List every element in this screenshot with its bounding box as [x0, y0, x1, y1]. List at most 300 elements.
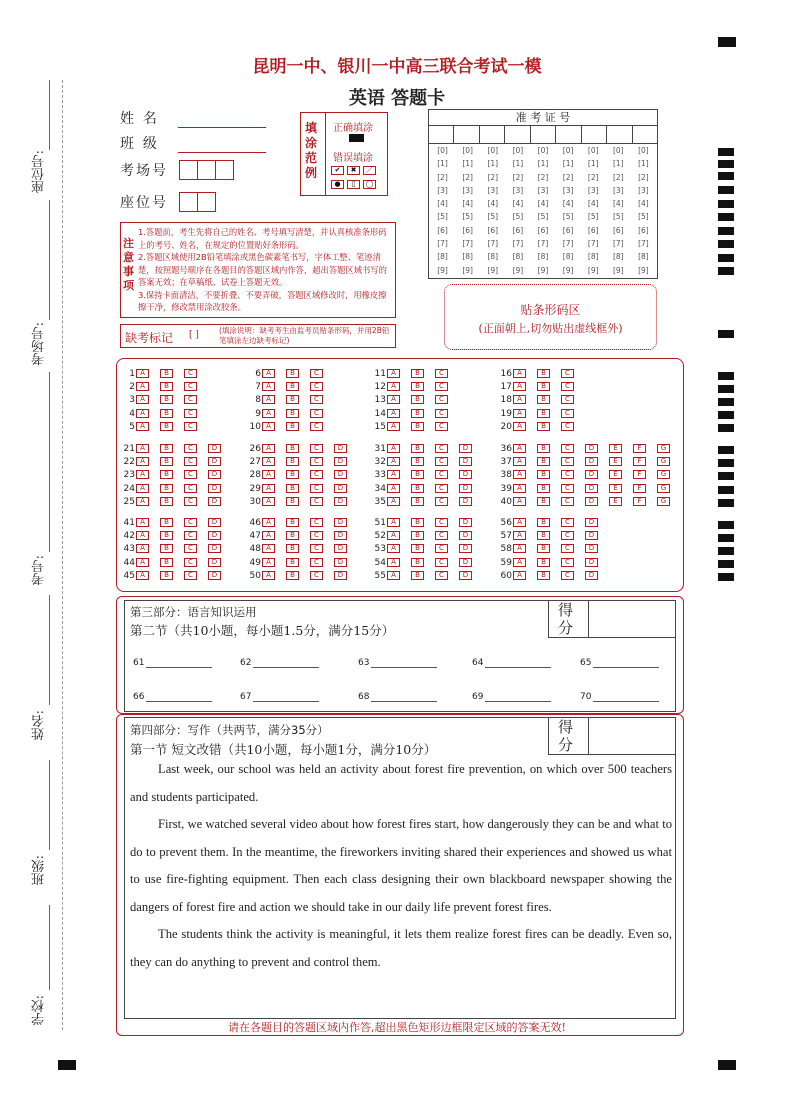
answer-bubble[interactable]: D: [585, 457, 598, 466]
answer-bubble[interactable]: B: [286, 470, 299, 479]
answer-bubble[interactable]: C: [435, 457, 448, 466]
answer-bubble[interactable]: B: [160, 422, 173, 431]
answer-bubble[interactable]: A: [136, 544, 149, 553]
answer-bubble[interactable]: D: [334, 531, 347, 540]
answer-bubble[interactable]: C: [435, 531, 448, 540]
answer-bubble[interactable]: B: [411, 457, 424, 466]
blank-line[interactable]: [253, 692, 319, 702]
answer-bubble[interactable]: D: [208, 571, 221, 580]
answer-bubble[interactable]: B: [286, 422, 299, 431]
answer-bubble[interactable]: B: [411, 518, 424, 527]
admission-digit-bubble[interactable]: [9]: [638, 265, 649, 275]
answer-bubble[interactable]: A: [387, 369, 400, 378]
admission-digit-bubble[interactable]: [0]: [587, 146, 599, 155]
admission-digit-bubble[interactable]: [1]: [437, 159, 448, 169]
answer-bubble[interactable]: F: [633, 470, 646, 479]
answer-bubble[interactable]: B: [411, 544, 424, 553]
admission-digit-bubble[interactable]: [0]: [638, 146, 649, 155]
answer-bubble[interactable]: D: [585, 531, 598, 540]
answer-bubble[interactable]: C: [435, 369, 448, 378]
answer-bubble[interactable]: B: [286, 558, 299, 567]
admission-digit-column[interactable]: [430, 144, 455, 278]
admission-digit-bubble[interactable]: [9]: [562, 265, 574, 275]
blank-line[interactable]: [253, 658, 319, 668]
blank-line[interactable]: [485, 692, 551, 702]
answer-bubble[interactable]: C: [184, 470, 197, 479]
admission-digit-bubble[interactable]: [7]: [537, 239, 549, 249]
answer-bubble[interactable]: E: [609, 457, 622, 466]
admission-digit-bubble[interactable]: [2]: [437, 172, 448, 182]
answer-bubble[interactable]: A: [262, 470, 275, 479]
admission-digit-bubble[interactable]: [5]: [537, 212, 549, 222]
admission-digit-bubble[interactable]: [3]: [487, 185, 499, 195]
admission-digit-column[interactable]: [606, 144, 631, 278]
answer-bubble[interactable]: C: [184, 444, 197, 453]
seat-field[interactable]: [120, 192, 216, 212]
answer-bubble[interactable]: C: [310, 544, 323, 553]
answer-bubble[interactable]: C: [184, 544, 197, 553]
answer-bubble[interactable]: C: [310, 382, 323, 391]
answer-bubble[interactable]: B: [411, 558, 424, 567]
admission-digit-bubble[interactable]: [8]: [638, 252, 649, 262]
admission-digit-bubble[interactable]: [1]: [537, 159, 549, 169]
answer-bubble[interactable]: A: [136, 409, 149, 418]
blank-line[interactable]: [485, 658, 551, 668]
admission-digit-bubble[interactable]: [9]: [462, 265, 473, 275]
answer-bubble[interactable]: C: [310, 571, 323, 580]
answer-bubble[interactable]: A: [387, 484, 400, 493]
answer-bubble[interactable]: A: [513, 484, 526, 493]
admission-digit-bubble[interactable]: [9]: [512, 265, 524, 275]
admission-digit-bubble[interactable]: [0]: [562, 146, 574, 155]
answer-bubble[interactable]: D: [208, 531, 221, 540]
answer-bubble[interactable]: D: [459, 444, 472, 453]
answer-bubble[interactable]: B: [286, 497, 299, 506]
answer-bubble[interactable]: D: [334, 497, 347, 506]
answer-bubble[interactable]: D: [585, 518, 598, 527]
answer-bubble[interactable]: G: [657, 497, 670, 506]
answer-bubble[interactable]: B: [411, 369, 424, 378]
admission-digit-bubble[interactable]: [5]: [562, 212, 574, 222]
answer-bubble[interactable]: A: [387, 558, 400, 567]
answer-bubble[interactable]: B: [286, 531, 299, 540]
answer-bubble[interactable]: D: [459, 531, 472, 540]
blank-answer-field[interactable]: [133, 658, 212, 668]
admission-digit-bubble[interactable]: [2]: [512, 172, 524, 182]
admission-digit-bubble[interactable]: [8]: [537, 252, 549, 262]
answer-bubble[interactable]: B: [537, 497, 550, 506]
answer-bubble[interactable]: A: [136, 444, 149, 453]
answer-bubble[interactable]: D: [334, 544, 347, 553]
answer-bubble[interactable]: C: [561, 470, 574, 479]
answer-bubble[interactable]: A: [513, 544, 526, 553]
admission-digit-bubble[interactable]: [1]: [638, 159, 649, 169]
answer-bubble[interactable]: B: [537, 409, 550, 418]
answer-bubble[interactable]: C: [561, 484, 574, 493]
answer-bubble[interactable]: C: [561, 457, 574, 466]
answer-bubble[interactable]: A: [513, 395, 526, 404]
blank-line[interactable]: [371, 658, 437, 668]
answer-bubble[interactable]: B: [411, 484, 424, 493]
answer-bubble[interactable]: B: [286, 369, 299, 378]
answer-bubble[interactable]: C: [561, 518, 574, 527]
answer-bubble[interactable]: B: [537, 531, 550, 540]
admission-digit-bubble[interactable]: [7]: [587, 239, 599, 249]
answer-bubble[interactable]: C: [435, 518, 448, 527]
admission-digit-bubble[interactable]: [3]: [437, 185, 448, 195]
answer-bubble[interactable]: D: [208, 470, 221, 479]
admission-digit-bubble[interactable]: [2]: [537, 172, 549, 182]
admission-digit-bubble[interactable]: [9]: [587, 265, 599, 275]
answer-bubble[interactable]: B: [411, 409, 424, 418]
answer-bubble[interactable]: C: [561, 444, 574, 453]
answer-bubble[interactable]: A: [513, 369, 526, 378]
answer-bubble[interactable]: A: [262, 422, 275, 431]
answer-bubble[interactable]: B: [286, 544, 299, 553]
answer-bubble[interactable]: D: [459, 484, 472, 493]
admission-digit-bubble[interactable]: [4]: [437, 199, 448, 209]
answer-bubble[interactable]: C: [310, 444, 323, 453]
admission-digit-bubble[interactable]: [4]: [562, 199, 574, 209]
answer-bubble[interactable]: C: [184, 382, 197, 391]
admission-digit-bubble[interactable]: [2]: [562, 172, 574, 182]
answer-bubble[interactable]: B: [286, 382, 299, 391]
answer-bubble[interactable]: A: [513, 470, 526, 479]
answer-bubble[interactable]: C: [184, 422, 197, 431]
answer-bubble[interactable]: D: [459, 497, 472, 506]
answer-bubble[interactable]: A: [136, 369, 149, 378]
blank-answer-field[interactable]: [580, 692, 659, 702]
answer-bubble[interactable]: A: [262, 369, 275, 378]
absent-mark-checkbox[interactable]: [ ]: [189, 330, 199, 340]
answer-bubble[interactable]: A: [262, 497, 275, 506]
admission-digit-bubble[interactable]: [9]: [537, 265, 549, 275]
answer-bubble[interactable]: A: [513, 422, 526, 431]
admission-digit-bubble[interactable]: [7]: [613, 239, 624, 249]
admission-digit-bubble[interactable]: [7]: [487, 239, 499, 249]
admission-digit-bubble[interactable]: [8]: [437, 252, 448, 262]
admission-digit-bubble[interactable]: [4]: [537, 199, 549, 209]
admission-digit-bubble[interactable]: [4]: [462, 199, 473, 209]
answer-bubble[interactable]: A: [262, 395, 275, 404]
answer-bubble[interactable]: C: [310, 422, 323, 431]
answer-bubble[interactable]: A: [262, 571, 275, 580]
answer-bubble[interactable]: D: [585, 497, 598, 506]
answer-bubble[interactable]: C: [435, 484, 448, 493]
answer-bubble[interactable]: B: [160, 531, 173, 540]
answer-bubble[interactable]: A: [136, 470, 149, 479]
answer-bubble[interactable]: B: [537, 558, 550, 567]
admission-digit-bubble[interactable]: [8]: [613, 252, 624, 262]
blank-line[interactable]: [371, 692, 437, 702]
answer-bubble[interactable]: D: [585, 484, 598, 493]
answer-bubble[interactable]: A: [387, 571, 400, 580]
answer-bubble[interactable]: A: [136, 518, 149, 527]
absent-mark-box[interactable]: [120, 324, 396, 348]
admission-digit-column[interactable]: [530, 144, 555, 278]
admission-digit-bubble[interactable]: [6]: [487, 225, 499, 235]
answer-bubble[interactable]: B: [411, 497, 424, 506]
answer-bubble[interactable]: D: [459, 518, 472, 527]
blank-answer-field[interactable]: [133, 692, 212, 702]
admission-digit-bubble[interactable]: [1]: [512, 159, 524, 169]
answer-bubble[interactable]: C: [561, 409, 574, 418]
answer-bubble[interactable]: C: [184, 518, 197, 527]
admission-digit-bubble[interactable]: [2]: [613, 172, 624, 182]
answer-bubble[interactable]: D: [459, 571, 472, 580]
admission-digit-bubble[interactable]: [3]: [613, 185, 624, 195]
admission-digit-bubble[interactable]: [2]: [462, 172, 473, 182]
answer-bubble[interactable]: B: [537, 518, 550, 527]
class-field[interactable]: [120, 133, 266, 153]
answer-bubble[interactable]: B: [160, 544, 173, 553]
blank-answer-field[interactable]: [472, 692, 551, 702]
admission-digit-bubble[interactable]: [1]: [487, 159, 499, 169]
answer-bubble[interactable]: A: [387, 382, 400, 391]
answer-bubble[interactable]: C: [435, 470, 448, 479]
admission-digit-bubble[interactable]: [3]: [562, 185, 574, 195]
admission-digit-bubble[interactable]: [1]: [587, 159, 599, 169]
answer-bubble[interactable]: D: [459, 558, 472, 567]
admission-digit-bubble[interactable]: [4]: [587, 199, 599, 209]
answer-bubble[interactable]: B: [160, 558, 173, 567]
answer-bubble[interactable]: C: [435, 409, 448, 418]
answer-bubble[interactable]: A: [513, 518, 526, 527]
answer-bubble[interactable]: B: [286, 444, 299, 453]
answer-bubble[interactable]: A: [136, 484, 149, 493]
answer-bubble[interactable]: B: [160, 518, 173, 527]
answer-bubble[interactable]: F: [633, 497, 646, 506]
admission-digit-bubble[interactable]: [5]: [587, 212, 599, 222]
answer-bubble[interactable]: C: [435, 395, 448, 404]
answer-bubble[interactable]: B: [160, 497, 173, 506]
answer-bubble[interactable]: A: [136, 497, 149, 506]
answer-bubble[interactable]: A: [136, 457, 149, 466]
admission-digit-bubble[interactable]: [6]: [437, 225, 448, 235]
admission-digit-bubble[interactable]: [6]: [638, 225, 649, 235]
answer-bubble[interactable]: C: [184, 409, 197, 418]
answer-bubble[interactable]: G: [657, 484, 670, 493]
answer-bubble[interactable]: D: [334, 444, 347, 453]
admission-digit-bubble[interactable]: [4]: [487, 199, 499, 209]
answer-bubble[interactable]: E: [609, 484, 622, 493]
admission-digit-column[interactable]: [556, 144, 581, 278]
admission-digit-bubble[interactable]: [1]: [462, 159, 473, 169]
admission-digit-bubble[interactable]: [5]: [487, 212, 499, 222]
answer-bubble[interactable]: B: [537, 395, 550, 404]
answer-bubble[interactable]: A: [387, 518, 400, 527]
admission-digit-bubble[interactable]: [1]: [562, 159, 574, 169]
answer-bubble[interactable]: C: [310, 484, 323, 493]
answer-bubble[interactable]: B: [411, 422, 424, 431]
answer-bubble[interactable]: A: [513, 558, 526, 567]
answer-bubble[interactable]: A: [262, 558, 275, 567]
answer-bubble[interactable]: B: [411, 571, 424, 580]
answer-bubble[interactable]: B: [411, 395, 424, 404]
admission-digit-bubble[interactable]: [2]: [487, 172, 499, 182]
answer-bubble[interactable]: C: [561, 382, 574, 391]
admission-digit-bubble[interactable]: [7]: [638, 239, 649, 249]
answer-bubble[interactable]: F: [633, 457, 646, 466]
answer-bubble[interactable]: C: [435, 558, 448, 567]
answer-bubble[interactable]: A: [262, 409, 275, 418]
answer-bubble[interactable]: B: [286, 457, 299, 466]
answer-bubble[interactable]: B: [286, 518, 299, 527]
admission-digit-bubble[interactable]: [0]: [512, 146, 524, 155]
admission-digit-bubble[interactable]: [4]: [638, 199, 649, 209]
admission-digit-column[interactable]: [581, 144, 606, 278]
answer-bubble[interactable]: G: [657, 444, 670, 453]
blank-answer-field[interactable]: [580, 658, 659, 668]
answer-bubble[interactable]: F: [633, 484, 646, 493]
admission-digit-bubble[interactable]: [7]: [562, 239, 574, 249]
blank-line[interactable]: [593, 692, 659, 702]
admission-digit-bubble[interactable]: [8]: [562, 252, 574, 262]
answer-bubble[interactable]: A: [262, 484, 275, 493]
admission-digit-column[interactable]: [480, 144, 505, 278]
answer-bubble[interactable]: C: [561, 558, 574, 567]
answer-bubble[interactable]: C: [435, 422, 448, 431]
answer-bubble[interactable]: D: [334, 518, 347, 527]
answer-bubble[interactable]: B: [537, 422, 550, 431]
answer-bubble[interactable]: A: [136, 571, 149, 580]
answer-bubble[interactable]: B: [411, 531, 424, 540]
answer-bubble[interactable]: D: [585, 544, 598, 553]
admission-digit-bubble[interactable]: [6]: [587, 225, 599, 235]
answer-bubble[interactable]: C: [184, 497, 197, 506]
answer-bubble[interactable]: A: [387, 409, 400, 418]
answer-bubble[interactable]: B: [286, 571, 299, 580]
answer-bubble[interactable]: C: [310, 558, 323, 567]
admission-digit-bubble[interactable]: [3]: [537, 185, 549, 195]
answer-bubble[interactable]: C: [435, 497, 448, 506]
answer-bubble[interactable]: D: [334, 558, 347, 567]
answer-bubble[interactable]: D: [208, 444, 221, 453]
answer-bubble[interactable]: C: [184, 395, 197, 404]
answer-bubble[interactable]: A: [387, 422, 400, 431]
answer-bubble[interactable]: A: [136, 382, 149, 391]
answer-bubble[interactable]: A: [513, 444, 526, 453]
admission-digit-bubble[interactable]: [8]: [587, 252, 599, 262]
answer-bubble[interactable]: A: [262, 531, 275, 540]
answer-bubble[interactable]: A: [387, 395, 400, 404]
admission-digit-bubble[interactable]: [4]: [613, 199, 624, 209]
essay-text[interactable]: [130, 756, 672, 976]
blank-answer-field[interactable]: [240, 658, 319, 668]
answer-bubble[interactable]: B: [537, 382, 550, 391]
answer-bubble[interactable]: B: [537, 457, 550, 466]
answer-bubble[interactable]: C: [184, 571, 197, 580]
answer-bubble[interactable]: A: [387, 544, 400, 553]
answer-bubble[interactable]: C: [310, 497, 323, 506]
answer-bubble[interactable]: B: [160, 369, 173, 378]
answer-bubble[interactable]: B: [411, 444, 424, 453]
admission-digit-bubble[interactable]: [5]: [512, 212, 524, 222]
answer-bubble[interactable]: A: [387, 444, 400, 453]
admission-digit-bubble[interactable]: [0]: [437, 146, 448, 155]
admission-digit-bubble[interactable]: [7]: [512, 239, 524, 249]
answer-bubble[interactable]: A: [513, 571, 526, 580]
answer-bubble[interactable]: C: [561, 369, 574, 378]
answer-bubble[interactable]: A: [262, 518, 275, 527]
admission-digit-column[interactable]: [505, 144, 530, 278]
answer-bubble[interactable]: D: [208, 558, 221, 567]
answer-bubble[interactable]: A: [387, 497, 400, 506]
answer-bubble[interactable]: B: [537, 544, 550, 553]
blank-line[interactable]: [146, 692, 212, 702]
name-field[interactable]: [120, 108, 266, 128]
answer-bubble[interactable]: A: [262, 382, 275, 391]
blank-line[interactable]: [593, 658, 659, 668]
admission-digit-column[interactable]: [455, 144, 480, 278]
admission-digit-bubble[interactable]: [5]: [437, 212, 448, 222]
answer-bubble[interactable]: C: [435, 444, 448, 453]
admission-digit-bubble[interactable]: [5]: [613, 212, 624, 222]
admission-digit-bubble[interactable]: [0]: [487, 146, 499, 155]
answer-bubble[interactable]: B: [286, 409, 299, 418]
answer-bubble[interactable]: C: [561, 422, 574, 431]
answer-bubble[interactable]: C: [310, 470, 323, 479]
answer-bubble[interactable]: D: [459, 544, 472, 553]
answer-bubble[interactable]: D: [459, 457, 472, 466]
answer-bubble[interactable]: B: [160, 484, 173, 493]
answer-bubble[interactable]: F: [633, 444, 646, 453]
admission-digit-bubble[interactable]: [6]: [537, 225, 549, 235]
admission-digit-bubble[interactable]: [7]: [437, 239, 448, 249]
answer-bubble[interactable]: B: [537, 571, 550, 580]
answer-bubble[interactable]: B: [160, 382, 173, 391]
answer-bubble[interactable]: A: [513, 531, 526, 540]
admission-digit-bubble[interactable]: [3]: [638, 185, 649, 195]
answer-bubble[interactable]: C: [561, 544, 574, 553]
answer-bubble[interactable]: A: [136, 531, 149, 540]
admission-digit-bubble[interactable]: [6]: [512, 225, 524, 235]
answer-bubble[interactable]: B: [537, 484, 550, 493]
answer-bubble[interactable]: C: [310, 518, 323, 527]
answer-bubble[interactable]: C: [310, 369, 323, 378]
answer-bubble[interactable]: D: [208, 457, 221, 466]
answer-bubble[interactable]: C: [310, 395, 323, 404]
answer-bubble[interactable]: C: [435, 544, 448, 553]
blank-answer-field[interactable]: [358, 692, 437, 702]
admission-digit-bubble[interactable]: [5]: [638, 212, 649, 222]
admission-digit-bubble[interactable]: [3]: [587, 185, 599, 195]
answer-bubble[interactable]: B: [537, 369, 550, 378]
answer-bubble[interactable]: A: [513, 409, 526, 418]
admission-digit-bubble[interactable]: [6]: [462, 225, 473, 235]
answer-bubble[interactable]: E: [609, 444, 622, 453]
answer-bubble[interactable]: D: [334, 484, 347, 493]
answer-bubble[interactable]: C: [310, 409, 323, 418]
answer-bubble[interactable]: B: [537, 444, 550, 453]
admission-number-grid[interactable]: [430, 144, 656, 278]
answer-bubble[interactable]: A: [387, 457, 400, 466]
answer-bubble[interactable]: C: [184, 558, 197, 567]
admission-digit-bubble[interactable]: [3]: [512, 185, 524, 195]
answer-bubble[interactable]: E: [609, 470, 622, 479]
answer-bubble[interactable]: B: [160, 409, 173, 418]
admission-digit-bubble[interactable]: [7]: [462, 239, 473, 249]
admission-digit-bubble[interactable]: [9]: [487, 265, 499, 275]
answer-bubble[interactable]: C: [561, 531, 574, 540]
answer-bubble[interactable]: C: [184, 531, 197, 540]
admission-digit-bubble[interactable]: [3]: [462, 185, 473, 195]
answer-bubble[interactable]: D: [585, 571, 598, 580]
answer-bubble[interactable]: C: [561, 497, 574, 506]
answer-bubble[interactable]: C: [561, 571, 574, 580]
answer-bubble[interactable]: D: [459, 470, 472, 479]
answer-bubble[interactable]: C: [184, 484, 197, 493]
